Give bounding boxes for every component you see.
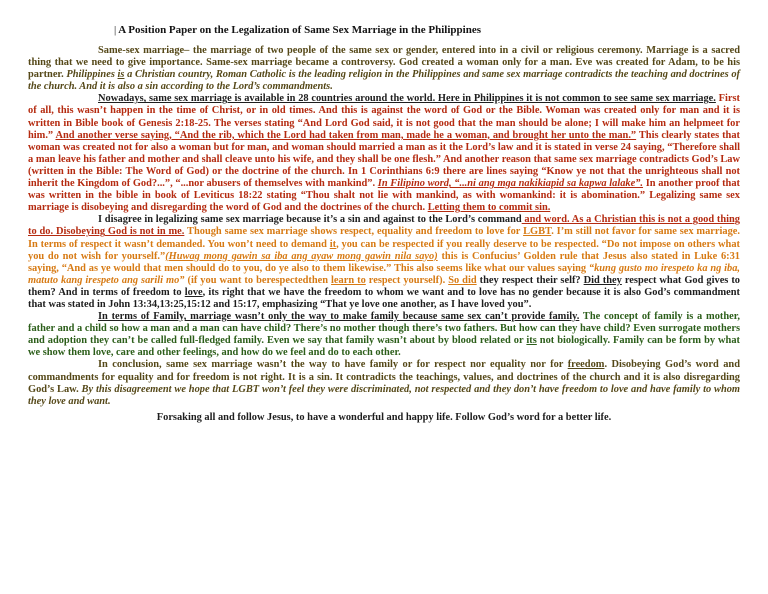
bible-text-3: In another proof that was written in the bible in book of Leviticus 18:22 stating “Thou shalt not lie with mankind, as with womankind: it is abomination.” Legalizing same sex marriage is disobeying and disregarding the word of God and the doctrines of the church. — [28, 178, 740, 214]
intro-text: Same-sex marriage– the marriage of two people of the same sex or gender, entered into in a civil or religious ceremony. Marriage is a sacred thing that we need to give importance. Same-sex marriage became a controversy. God created a woman only for a man. Eve was created for Adam, to be his partner. — [28, 45, 740, 81]
opinion-dark-3: , its right that we have the freedom to whom we want and to love has no gender because it is also God’s commandment that was stated in John 13:34,13:25,15:12 and 15:17, emphasizing “That ye love one another, as I have loved you”. — [28, 286, 740, 310]
paragraph-opinion — [28, 214, 740, 311]
opinion-lead: I disagree in legalizing same sex marriage because it’s a sin and against to the Lord’s command — [98, 214, 522, 226]
bible-filipino: In Filipino word, “...ni ang mga nakikiapid sa kapwa lalake”. — [377, 178, 644, 190]
opinion-orange-5: (if you want to berespectedthen — [184, 274, 332, 286]
opinion-learn: learn to — [331, 274, 366, 286]
title-text: A Position Paper on the Legalization of Same Sex Marriage in the Philippines — [118, 24, 481, 36]
opinion-it: it — [329, 238, 337, 250]
paragraph-family — [28, 311, 740, 359]
cursor-mark: | — [114, 24, 117, 36]
opinion-orange-4: this is Confucius’ Golden rule that Jesus also stated in Luke 6:31 saying, “And as ye would that men should do to you, do ye also to them likewise.” This also seems like what our values saying — [28, 250, 741, 274]
intro-italic-1: Philippines — [66, 69, 118, 81]
family-its: its — [526, 335, 537, 347]
opinion-tagalog-1: (Huwag mong gawin sa iba ang ayaw mong gawin nila sayo) — [165, 250, 438, 262]
bible-verse-underlined: And another verse saying, “And the rib, which the Lord had taken from man, made he a woman, and brought her unto the man.” — [55, 129, 637, 141]
opinion-red: and word. As a Christian this is not a good thing to do. Disobeying God is not in me. — [28, 214, 741, 238]
family-text-2: not biologically. Family can be form by what we show them love, care and other feelings, and how do we feel and do to each other. — [28, 335, 740, 359]
document-title — [114, 24, 740, 37]
opinion-orange-1: Though same sex marriage shows respect, equality and freedom to love for — [184, 226, 524, 238]
paragraph-conclusion — [28, 359, 740, 407]
opinion-lgbt: LGBT — [523, 226, 552, 238]
paragraph-bible — [28, 93, 740, 214]
intro-italic-3: a Christian country, Roman Catholic is the leading religion in the Philippines and same sex marriage contradicts the teaching and doctrines of the church. And it is also a sin according to the Lord’s commandments. — [28, 69, 740, 93]
conclusion-italic: By this disagreement we hope that LGBT won’t feel they were discriminated, not respected and they don’t have freedom to love and have family to whom they love and want. — [28, 383, 740, 407]
paragraph-intro — [28, 45, 740, 93]
conclusion-text-1: In conclusion, same sex marriage wasn’t the way to have family or for respect nor equality nor for — [98, 359, 568, 371]
family-lead: In terms of Family, marriage wasn’t only the way to make family because same sex can’t provide family. — [98, 311, 580, 323]
opinion-orange-2: . I’m still not favor for same sex marriage. In terms of respect it wasn’t demanded. You won’t need to demand — [28, 226, 740, 250]
conclusion-freedom: freedom — [567, 359, 605, 371]
bible-text-2: This clearly states that woman was created not for also a woman but for man, and woman should married a man as it the Lord’s law and it is stated in verse 24 saying, “Therefore shall a man leave his father and mother and shall cleave unto his wife, and they shall be one flesh.” And another reason that same sex marriage contradicts God’s Law (written in the Bible: The Word of God) or the doctrine of the church. In 1 Corinthians 6:9 there are lines saying “Know ye not that the unrighteous shall not inherit the Kingdom of God?...”, “...nor abusers of themselves with mankind”. — [28, 129, 740, 190]
opinion-orange-6: respect yourself). — [365, 274, 449, 286]
bible-closing: Letting them to commit sin. — [427, 202, 551, 214]
intro-italic-2: is — [117, 69, 125, 81]
conclusion-text-2: . Disobeying God’s word and commandments for equality and for freedom is not right. It is a sin. It contradicts the teachings, values, and doctrines of the church and it is also disregarding God’s Law. — [28, 359, 740, 395]
family-text-1: The concept of family is a mother, father and a child so how a man and a man can have child? There’s no mother though there’s two fathers. But how can they have child? Even surrogate mothers and adoption they can’t be called full-fledged family. Even we say that family wasn’t about by blood related or — [28, 311, 740, 347]
opinion-so-did: So did — [448, 274, 477, 286]
opinion-dark-1: they respect their self? — [476, 274, 584, 286]
bible-lead: Nowadays, same sex marriage is available in 28 countries around the world. Here in Philippines it is not common to see same sex marriage. — [98, 93, 716, 105]
opinion-orange-3: , you can be respected if you really deserve to be respected. “Do not impose on others what you do not wish for yourself.” — [28, 238, 740, 262]
bible-text-1: First of all, this wasn’t happen in the time of Christ, or in old times. And this is against the word of God or the Bible. Woman was created only for man and it is written in Bible book of Genesis 2:18-25. The verses stating “And Lord God said, it is not good that the man should be alone; I will make him an helpmeet for him.” — [28, 93, 740, 141]
opinion-did-they: Did they — [583, 274, 622, 286]
closing-line: Forsaking all and follow Jesus, to have a wonderful and happy life. Follow God’s word for a better life. — [156, 411, 612, 423]
opinion-dark-2: respect what God gives to them? And in terms of freedom to — [28, 274, 741, 298]
opinion-love: love — [184, 286, 203, 298]
opinion-tagalog-2: “kung gusto mo irespeto ka ng iba, matuto kang irespeto ang sarili mo” — [28, 262, 740, 286]
